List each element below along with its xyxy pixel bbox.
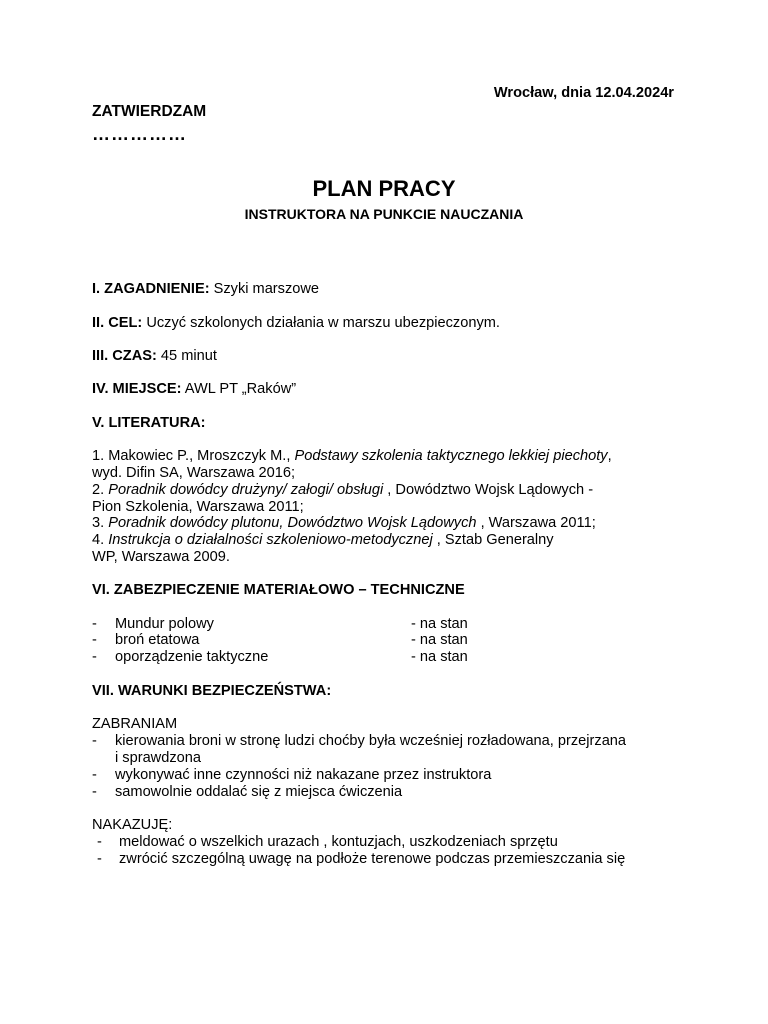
literature-title: Poradnik dowódcy drużyny/ załogi/ obsługi xyxy=(108,482,384,498)
forbid-label: ZABRANIAM xyxy=(92,716,178,732)
material-status: - na stan xyxy=(411,632,468,648)
forbid-text: wykonywać inne czynności niż nakazane przez instruktora xyxy=(115,767,492,783)
literature-item-2-cont: Pion Szkolenia, Warszawa 2011; xyxy=(92,499,304,515)
material-name: broń etatowa xyxy=(115,632,200,648)
order-label: NAKAZUJĘ: xyxy=(92,817,173,833)
literature-title: Podstawy szkolenia taktycznego lekkiej piechoty xyxy=(294,448,608,464)
forbid-item xyxy=(0,733,768,750)
section-value: 45 minut xyxy=(156,348,217,364)
materials-heading: VI. ZABEZPIECZENIE MATERIAŁOWO – TECHNICZNE xyxy=(92,582,465,598)
literature-title: Poradnik dowódcy plutonu, Dowództwo Wojsk Lądowych xyxy=(108,515,477,531)
section-label: I. ZAGADNIENIE: xyxy=(92,281,210,297)
literature-sep: , xyxy=(607,448,612,464)
literature-item-3 xyxy=(92,515,596,532)
section-label: IV. MIEJSCE: xyxy=(92,381,182,397)
list-dash: - xyxy=(92,784,97,800)
literature-item-1 xyxy=(92,448,612,465)
order-text: zwrócić szczególną uwagę na podłoże terenowe podczas przemieszczania się xyxy=(119,851,626,867)
literature-title: Instrukcja o działalności szkoleniowo-metodycznej xyxy=(108,532,433,548)
section-zagadnienie xyxy=(92,281,319,298)
literature-publisher: , Sztab Generalny xyxy=(432,532,554,548)
section-miejsce xyxy=(92,381,296,398)
order-item xyxy=(0,834,768,851)
section-value: Uczyć szkolonych działania w marszu ubezpieczonym. xyxy=(142,315,500,331)
list-dash: - xyxy=(97,851,102,867)
forbid-item xyxy=(0,784,768,801)
literature-number: 4. xyxy=(92,532,109,548)
page-subtitle: INSTRUKTORA NA PUNKCIE NAUCZANIA xyxy=(244,206,524,222)
material-item xyxy=(0,649,768,666)
order-item xyxy=(0,851,768,868)
page-title: PLAN PRACY xyxy=(312,176,456,201)
forbid-item-cont xyxy=(0,750,768,767)
material-item xyxy=(0,632,768,649)
literature-number: 3. xyxy=(92,515,109,531)
list-dash: - xyxy=(92,767,97,783)
section-label: II. CEL: xyxy=(92,315,143,331)
forbid-text: i sprawdzona xyxy=(115,750,201,766)
section-value: Szyki marszowe xyxy=(209,281,320,297)
forbid-text: samowolnie oddalać się z miejsca ćwiczenia xyxy=(115,784,403,800)
document-date: Wrocław, dnia 12.04.2024r xyxy=(493,85,674,101)
material-name: oporządzenie taktyczne xyxy=(115,649,269,665)
section-value: AWL PT „Raków” xyxy=(181,381,297,397)
list-dash: - xyxy=(92,632,97,648)
literature-item-1-cont: wyd. Difin SA, Warszawa 2016; xyxy=(92,465,296,481)
signature-dots: …………… xyxy=(92,124,187,144)
literature-number: 2. xyxy=(92,482,109,498)
forbid-text: kierowania broni w stronę ludzi choćby była wcześniej rozładowana, przejrzana xyxy=(115,733,627,749)
literature-author: 1. Makowiec P., Mroszczyk M., xyxy=(92,448,295,464)
section-literatura: V. LITERATURA: xyxy=(92,415,206,431)
literature-item-2 xyxy=(92,482,593,499)
literature-item-4 xyxy=(92,532,554,549)
approval-label: ZATWIERDZAM xyxy=(92,103,207,120)
list-dash: - xyxy=(97,834,102,850)
material-name: Mundur polowy xyxy=(115,616,214,632)
section-czas xyxy=(92,348,217,365)
section-label: III. CZAS: xyxy=(92,348,157,364)
material-status: - na stan xyxy=(411,616,468,632)
material-item xyxy=(0,616,768,633)
forbid-item xyxy=(0,767,768,784)
material-status: - na stan xyxy=(411,649,468,665)
list-dash: - xyxy=(92,733,97,749)
section-cel xyxy=(92,315,500,332)
list-dash: - xyxy=(92,616,97,632)
order-text: meldować o wszelkich urazach , kontuzjach, uszkodzeniach sprzętu xyxy=(119,834,558,850)
literature-publisher: , Dowództwo Wojsk Lądowych - xyxy=(383,482,594,498)
safety-heading: VII. WARUNKI BEZPIECZEŃSTWA: xyxy=(92,683,332,699)
literature-item-4-cont: WP, Warszawa 2009. xyxy=(92,549,230,565)
literature-publisher: , Warszawa 2011; xyxy=(476,515,596,531)
list-dash: - xyxy=(92,649,97,665)
